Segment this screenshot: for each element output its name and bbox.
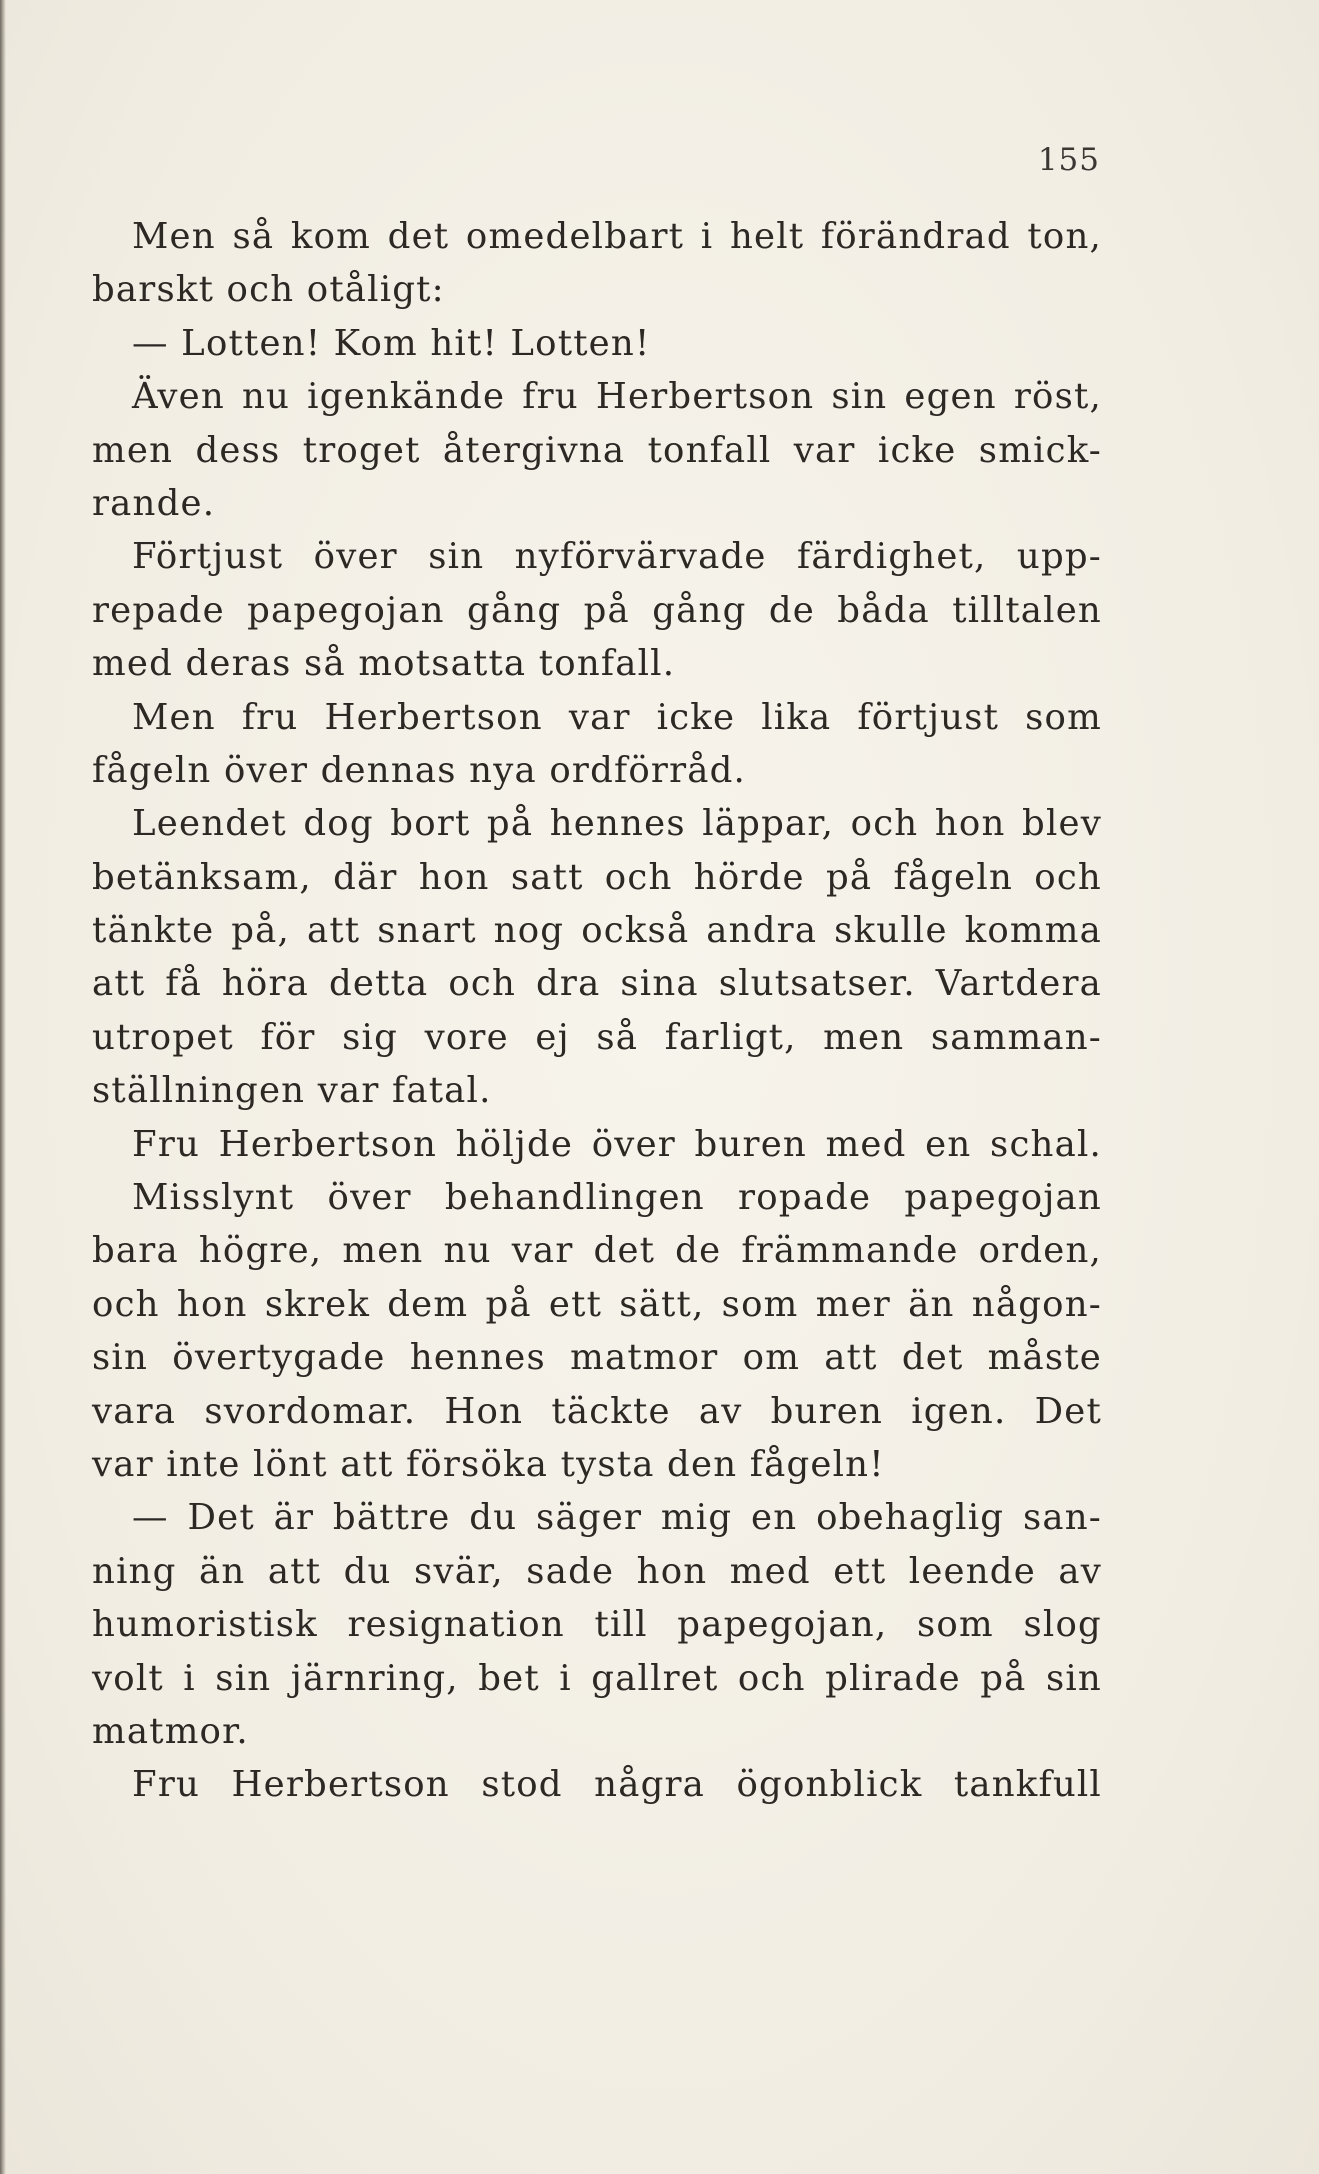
text-line: volt i sin järnring, bet i gallret och plirade på sin	[92, 1657, 1102, 1699]
text-line: och hon skrek dem på ett sätt, som mer än någon-	[92, 1283, 1102, 1325]
text-line: ning än att du svär, sade hon med ett leende av	[92, 1550, 1102, 1592]
page-number: 155	[1037, 142, 1100, 178]
text-line: Förtjust över sin nyförvärvade färdighet, upp-	[132, 536, 1102, 578]
text-line: rande.	[92, 482, 216, 524]
text-line: Leendet dog bort på hennes läppar, och hon blev	[132, 803, 1102, 845]
text-line: Men så kom det omedelbart i helt förändrad ton,	[132, 216, 1102, 257]
text-line: att få höra detta och dra sina slutsatser. Vartdera	[92, 963, 1102, 1005]
text-line: — Det är bättre du säger mig en obehaglig san-	[132, 1497, 1102, 1539]
text-line: Misslynt över behandlingen ropade papegojan	[132, 1177, 1102, 1219]
text-line: utropet för sig vore ej så farligt, men samman-	[92, 1016, 1102, 1058]
text-line: Fru Herbertson stod några ögonblick tankfull	[132, 1764, 1102, 1806]
text-line: Men fru Herbertson var icke lika förtjust som	[132, 696, 1102, 738]
text-line: fågeln över dennas nya ordförråd.	[92, 749, 747, 791]
text-line: repade papegojan gång på gång de båda tilltalen	[92, 589, 1102, 631]
text-line: var inte lönt att försöka tysta den fågeln!	[92, 1443, 885, 1485]
text-line: tänkte på, att snart nog också andra skulle komma	[92, 910, 1102, 952]
text-line: humoristisk resignation till papegojan, som slog	[92, 1604, 1102, 1646]
text-line: barskt och otåligt:	[92, 269, 445, 311]
text-line: bara högre, men nu var det de främmande orden,	[92, 1230, 1102, 1272]
text-line: Även nu igenkände fru Herbertson sin egen röst,	[132, 376, 1102, 418]
text-line: med deras så motsatta tonfall.	[92, 643, 676, 685]
text-line: vara svordomar. Hon täckte av buren igen. Det	[92, 1390, 1102, 1432]
text-line: sin övertygade hennes matmor om att det måste	[92, 1337, 1102, 1379]
text-line: betänksam, där hon satt och hörde på fågeln och	[92, 856, 1102, 898]
text-line: men dess troget återgivna tonfall var icke smick-	[92, 429, 1102, 471]
page-binding-edge	[0, 0, 6, 2174]
text-line: — Lotten! Kom hit! Lotten!	[132, 322, 651, 364]
text-line: ställningen var fatal.	[92, 1070, 492, 1112]
body-text	[92, 210, 1102, 1812]
text-line: Fru Herbertson höljde över buren med en schal.	[132, 1123, 1102, 1165]
text-line: matmor.	[92, 1710, 249, 1752]
